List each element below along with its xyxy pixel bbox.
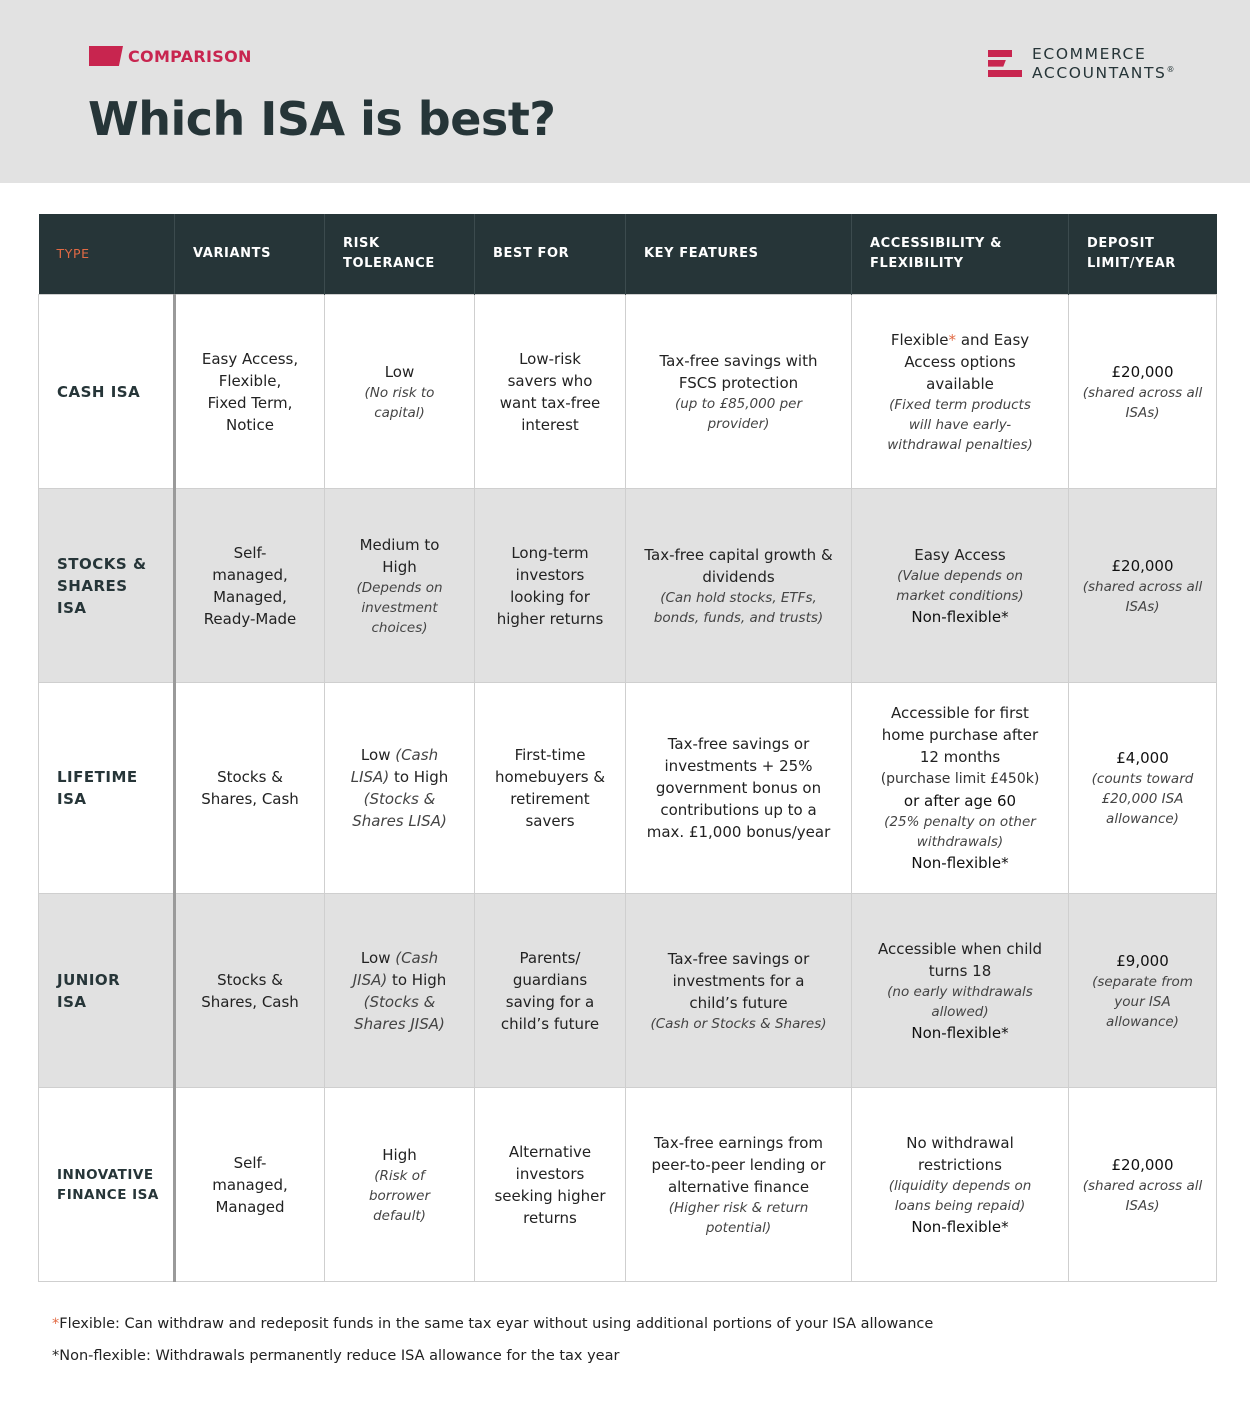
access-main2: or after age 60 [903,792,1017,810]
access-main-rest: and Easy Access options available [904,330,1030,393]
type-cell: LIFETIME ISA [39,683,175,894]
limit-amount: £4,000 [1116,749,1169,767]
access-non-flexible: Non-flexible* [911,1217,1009,1236]
eyebrow [89,46,252,66]
best-for-cell: Long-term investors looking for higher returns [475,489,626,683]
access-note: (liquidity depends on loans being repaid) [888,1177,1032,1214]
access-note: (Fixed term products will have early-withdrawal penalties) [887,396,1033,453]
column-header-best-for: BEST FOR [475,214,626,295]
limit-cell [1069,683,1217,894]
risk-low-note: (Cash LISA) [350,746,439,786]
variants-cell: Stocks & Shares, Cash [175,894,325,1088]
column-header-risk: RISK TOLERANCE [325,214,475,295]
access-non-flexible: Non-flexible* [911,607,1009,626]
column-header-key-features: KEY FEATURES [626,214,852,295]
risk-cell [325,489,475,683]
risk-high-note: (Stocks & Shares JISA) [354,992,445,1033]
limit-note: (shared across all ISAs) [1082,1177,1203,1214]
type-cell: INNOVATIVE FINANCE ISA [39,1088,175,1282]
features-note: (Can hold stocks, ETFs, bonds, funds, and trusts) [653,589,824,626]
limit-note: (shared across all ISAs) [1082,578,1203,615]
flexible-star: * [948,330,957,349]
access-non-flexible: Non-flexible* [911,1023,1009,1042]
features-cell [626,894,852,1088]
risk-high: to High [387,970,447,989]
features-note: (up to £85,000 per provider) [674,395,803,432]
access-main: Accessible when child turns 18 [877,939,1043,980]
brand-logo [988,46,1175,81]
access-note: (Value depends on market conditions) [896,567,1024,604]
type-cell: STOCKS & SHARES ISA [39,489,175,683]
risk-note: (No risk to capital) [364,384,435,421]
column-header-type: TYPE [39,214,175,295]
features-main: Tax-free savings with FSCS protection [659,351,818,392]
risk-low-note: (Cash JISA) [352,948,439,989]
variants-cell: Self-managed, Managed, Ready-Made [175,489,325,683]
column-header-deposit-limit: DEPOSIT LIMIT/YEAR [1069,214,1217,295]
risk-cell [325,894,475,1088]
variants-cell: Self-managed, Managed [175,1088,325,1282]
variants-cell: Stocks & Shares, Cash [175,683,325,894]
features-cell [626,1088,852,1282]
footnote-flexible [52,1314,933,1334]
features-cell [626,489,852,683]
table-row [39,295,1217,489]
isa-comparison-table [38,214,1217,1282]
limit-cell [1069,894,1217,1088]
brand-name [1032,46,1175,81]
brand-line1: ECOMMERCE [1032,45,1147,63]
access-note: (25% penalty on other withdrawals) [884,814,1036,850]
risk-low: Low [360,948,396,967]
footnote-non-flexible: *Non-flexible: Withdrawals permanently reduce ISA allowance for the tax year [52,1348,620,1364]
risk-high: to High [389,768,449,786]
access-sub: (purchase limit £450k) [880,771,1040,787]
type-cell: CASH ISA [39,295,175,489]
table-row [39,894,1217,1088]
risk-note: (Depends on investment choices) [356,579,443,636]
brand-mark-icon [988,50,1024,78]
limit-note: (separate from your ISA allowance) [1092,973,1193,1030]
risk-cell [325,1088,475,1282]
access-main: No withdrawal restrictions [906,1133,1014,1174]
table-row [39,1088,1217,1282]
access-cell [852,683,1069,894]
brand-registered: ® [1166,65,1175,74]
features-note: (Higher risk & return potential) [668,1199,809,1236]
risk-cell [325,295,475,489]
features-cell: Tax-free savings or investments + 25% government bonus on contributions up to a max. £1,000 bonus/year [626,683,852,894]
brand-line2: ACCOUNTANTS [1032,64,1167,83]
variants-cell: Easy Access, Flexible, Fixed Term, Notice [175,295,325,489]
features-main: Tax-free earnings from peer-to-peer lending or alternative finance [651,1133,826,1196]
risk-note: (Risk of borrower default) [368,1167,431,1224]
access-non-flexible: Non-flexible* [911,854,1009,872]
features-note: (Cash or Stocks & Shares) [650,1015,827,1032]
column-header-accessibility: ACCESSIBILITY & FLEXIBILITY [852,214,1069,295]
type-cell: JUNIOR ISA [39,894,175,1088]
access-cell [852,295,1069,489]
features-main: Tax-free capital growth & dividends [644,545,833,586]
limit-cell [1069,295,1217,489]
risk-low: Low [360,746,396,764]
footnote-flexible-text: Flexible: Can withdraw and redeposit funds in the same tax eyar without using additional portions of your ISA allowance [59,1316,934,1332]
footnotes [52,1314,933,1378]
limit-amount: £20,000 [1111,1155,1174,1174]
page-title: Which ISA is best? [88,92,556,146]
footnote-star: * [52,1316,60,1332]
limit-note: (shared across all ISAs) [1082,384,1203,421]
access-note: (no early withdrawals allowed) [887,983,1033,1020]
eyebrow-label: COMPARISON [128,46,252,66]
column-header-variants: VARIANTS [175,214,325,295]
best-for-cell: Parents/ guardians saving for a child’s future [475,894,626,1088]
access-cell [852,489,1069,683]
risk-main: High [382,1145,417,1164]
features-cell [626,295,852,489]
table-header-row [39,214,1217,295]
access-main: Flexible [890,330,949,349]
eyebrow-flag-icon [89,46,123,66]
best-for-cell: Low-risk savers who want tax-free interest [475,295,626,489]
limit-amount: £9,000 [1116,951,1169,970]
access-main: Accessible for first home purchase after 12 months [881,704,1039,766]
risk-main: Medium to High [359,535,440,576]
page-header [0,0,1250,183]
risk-main: Low [384,362,415,381]
limit-cell [1069,489,1217,683]
limit-cell [1069,1088,1217,1282]
access-cell [852,894,1069,1088]
risk-high-note: (Stocks & Shares LISA) [352,790,447,830]
risk-cell [325,683,475,894]
best-for-cell: Alternative investors seeking higher returns [475,1088,626,1282]
features-main: Tax-free savings or investments for a child’s future [667,949,810,1012]
limit-amount: £20,000 [1111,556,1174,575]
limit-amount: £20,000 [1111,362,1174,381]
table-row [39,683,1217,894]
access-main: Easy Access [914,545,1006,564]
limit-note: (counts toward £20,000 ISA allowance) [1091,771,1194,827]
table-row [39,489,1217,683]
access-cell [852,1088,1069,1282]
best-for-cell: First-time homebuyers & retirement savers [475,683,626,894]
